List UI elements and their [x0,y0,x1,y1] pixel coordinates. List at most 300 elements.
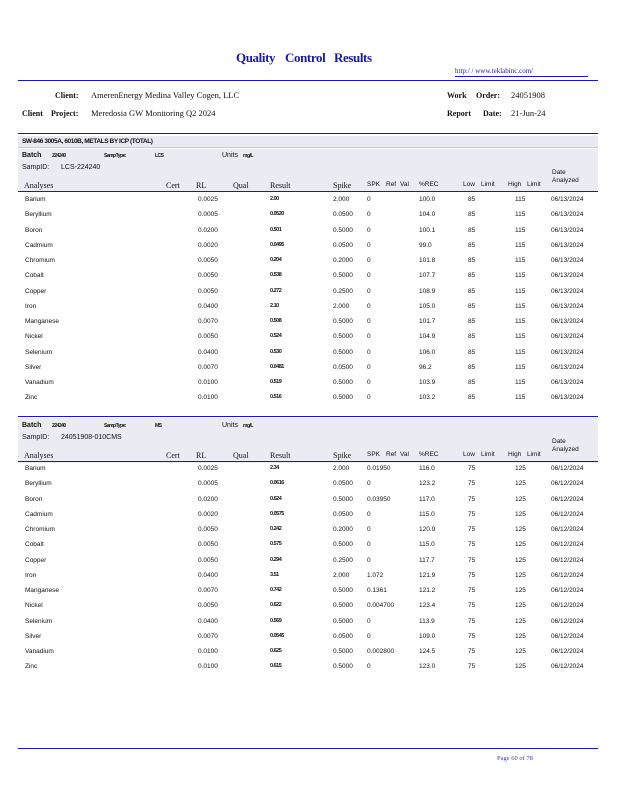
cell-name: Vanadium [25,379,54,386]
cell-rl: 0.0050 [198,541,218,549]
cell-spike: 0.2500 [333,556,353,564]
col-high-limit: Limit [527,181,541,188]
title-word-control: Control [285,50,326,65]
cell-high: 115 [515,196,526,203]
title-word-results: Results [334,50,372,65]
cell-result: 0.0616 [270,480,284,487]
cell-spk: 0 [367,196,371,203]
cell-spike: 2.000 [333,465,350,472]
cell-rec: 105.0 [419,302,436,310]
cell-high: 125 [515,510,526,518]
cell-rec: 121.2 [419,587,436,594]
cell-low: 75 [468,510,476,518]
cell-result: 0.0481 [270,363,284,370]
cell-result: 2.34 [270,465,279,471]
cell-high: 115 [515,363,526,371]
cell-high: 125 [515,541,526,549]
cell-rec: 99.0 [419,241,432,249]
cell-rec: 113.9 [419,617,435,625]
cell-high: 115 [515,241,526,249]
cell-spk: 0 [367,526,371,533]
cell-result: 0.625 [270,648,282,654]
header-rule-top [18,80,598,81]
cell-spike: 0.5000 [333,394,353,402]
report-label-date: Date: [483,109,502,118]
section-divider [18,416,598,417]
cell-date: 06/12/2024 [551,587,584,594]
cell-spk: 0 [367,333,371,341]
col-analyses: Analyses [24,181,54,190]
cell-name: Selenium [25,617,53,625]
cell-rec: 124.5 [419,648,436,655]
cell-rec: 104.0 [419,211,436,219]
cell-spk: 0 [367,318,371,325]
cell-rl: 0.0200 [198,226,218,234]
cell-high: 115 [515,333,526,341]
cell-spk: 0.03950 [367,495,391,503]
cell-spike: 0.5000 [333,648,353,655]
cell-rec: 108.9 [419,287,436,295]
title-word-quality: Quality [236,50,276,65]
cell-result: 2.10 [270,302,279,309]
cell-result: 0.530 [270,348,282,355]
col-low: Low [463,451,475,458]
client-label: Client: [55,91,79,100]
cell-name: Boron [25,226,43,234]
col-high: High [508,451,522,458]
cell-spk: 0 [367,287,371,295]
cell-date: 06/13/2024 [551,363,584,371]
cell-name: Copper [25,556,47,564]
cell-name: Nickel [25,333,43,341]
cell-spk: 0.01950 [367,465,391,472]
cell-spike: 0.5000 [333,495,353,503]
cell-name: Boron [25,495,43,503]
cell-low: 85 [468,211,476,219]
col-rl: RL [196,451,207,460]
cell-low: 85 [468,272,476,280]
cell-low: 85 [468,333,476,341]
cell-high: 125 [515,556,526,564]
cell-rec: 117.7 [419,556,435,564]
col-date-bottom: Analyzed [552,177,579,184]
cell-date: 06/13/2024 [551,379,584,386]
cell-rec: 117.0 [419,495,435,503]
units-value: mg/L [243,153,253,159]
cell-spk: 0 [367,257,371,264]
cell-low: 85 [468,363,476,371]
cell-high: 125 [515,632,526,640]
cell-spike: 0.0500 [333,632,353,640]
cell-spk: 0 [367,510,371,518]
cell-result: 0.0495 [270,241,284,248]
cell-rl: 0.0050 [198,272,218,280]
cell-high: 115 [515,257,526,264]
cell-result: 0.0520 [270,211,284,218]
cell-low: 75 [468,648,476,655]
cell-rl: 0.0070 [198,318,218,325]
cell-high: 115 [515,348,526,356]
cell-spike: 0.5000 [333,348,353,356]
sampid-value: LCS-224240 [61,164,101,171]
cell-date: 06/12/2024 [551,480,584,488]
sampid-value: 24051908-010CMS [61,434,122,441]
cell-rl: 0.0050 [198,556,218,564]
cell-low: 75 [468,632,476,640]
column-header-rule [18,191,598,192]
cell-spike: 0.5000 [333,333,353,341]
cell-result: 0.0575 [270,510,284,517]
cell-low: 75 [468,663,476,671]
cell-spike: 0.5000 [333,663,353,671]
cell-spk: 0 [367,541,371,549]
cell-low: 75 [468,480,476,488]
cell-high: 125 [515,495,526,503]
cell-result: 0.508 [270,318,282,324]
cell-spk: 0 [367,348,371,356]
cell-low: 75 [468,495,476,503]
cell-date: 06/12/2024 [551,663,584,671]
project-value: Meredosia GW Monitoring Q2 2024 [91,108,216,118]
cell-date: 06/13/2024 [551,318,584,325]
cell-name: Selenium [25,348,53,356]
cell-name: Beryllium [25,211,52,219]
cell-name: Nickel [25,602,43,610]
cell-rl: 0.0400 [198,302,218,310]
cell-spike: 2.000 [333,196,350,203]
cell-date: 06/13/2024 [551,241,584,249]
cell-spike: 0.5000 [333,226,353,234]
col-low-limit: Limit [481,181,495,188]
cell-high: 115 [515,272,526,280]
cell-result: 0.519 [270,379,282,385]
cell-name: Manganese [25,587,59,594]
cell-date: 06/13/2024 [551,196,584,203]
cell-rl: 0.0050 [198,287,218,295]
cell-spike: 0.2000 [333,257,353,264]
cell-rl: 0.0070 [198,363,218,371]
cell-rec: 101.7 [419,318,436,325]
cell-date: 06/12/2024 [551,526,584,533]
cell-spk: 0.1361 [367,587,387,594]
cell-low: 85 [468,379,476,386]
cell-name: Cadmium [25,510,53,518]
cell-rl: 0.0025 [198,196,218,203]
col-qual: Qual [233,181,249,190]
cell-date: 06/12/2024 [551,510,584,518]
cell-result: 0.242 [270,526,282,532]
cell-date: 06/12/2024 [551,465,584,472]
sampid-label: SampID: [22,164,50,171]
cell-result: 0.516 [270,394,282,401]
samptype-label: SampType: [104,423,127,429]
cell-rl: 0.0005 [198,480,218,488]
col-cert: Cert [166,451,180,460]
cell-spike: 0.0500 [333,211,353,219]
cell-rec: 115.0 [419,510,435,518]
cell-spk: 0 [367,379,371,386]
units-value: mg/L [243,423,253,429]
col-spk: SPK [367,451,381,458]
col-result: Result [270,181,291,190]
col-date-top: Date [552,169,566,176]
footer-rule [18,748,598,749]
cell-high: 125 [515,617,526,625]
cell-rl: 0.0050 [198,602,218,610]
cell-rec: 103.2 [419,394,436,402]
project-label-project: Project: [51,109,79,118]
cell-spike: 0.5000 [333,617,353,625]
client-value: AmerenEnergy Medina Valley Cogen, LLC [91,90,240,100]
cell-rec: 100.0 [419,196,436,203]
cell-rec: 116.0 [419,465,435,472]
col-analyses: Analyses [24,451,54,460]
cell-rec: 123.2 [419,480,436,488]
cell-name: Iron [25,571,37,579]
cell-name: Cobalt [25,541,44,549]
cell-date: 06/12/2024 [551,556,584,564]
cell-spike: 0.5000 [333,587,353,594]
batch-label: Batch [22,422,42,429]
cell-name: Barium [25,465,46,472]
cell-result: 0.538 [270,272,282,279]
cell-date: 06/13/2024 [551,211,584,219]
cell-spike: 0.5000 [333,602,353,610]
cell-result: 0.524 [270,333,282,340]
cell-spk: 0.004700 [367,602,395,610]
cell-rec: 120.9 [419,526,436,533]
cell-low: 85 [468,226,476,234]
cell-spk: 0 [367,226,371,234]
cell-high: 125 [515,571,526,579]
col-spk: SPK [367,181,381,188]
col-spike: Spike [333,451,352,460]
cell-rec: 106.0 [419,348,436,356]
batch-value: 224240 [52,423,66,429]
cell-spk: 0 [367,663,371,671]
cell-high: 115 [515,226,526,234]
cell-spk: 0 [367,302,371,310]
cell-low: 85 [468,348,476,356]
cell-rec: 96.2 [419,363,432,371]
page-number: Page 60 of 78 [497,755,533,762]
col-spike: Spike [333,181,352,190]
cell-rl: 0.0025 [198,465,218,472]
report-label-report: Report [447,109,471,118]
cell-rl: 0.0100 [198,394,218,402]
cell-spike: 0.0500 [333,241,353,249]
cell-spk: 0 [367,556,371,564]
col-high: High [508,181,522,188]
col-rec: %REC [419,451,439,458]
cell-spike: 2.000 [333,571,350,579]
cell-spk: 0.002800 [367,648,395,655]
cell-date: 06/13/2024 [551,272,584,280]
cell-low: 75 [468,571,476,579]
cell-date: 06/12/2024 [551,571,584,579]
cell-result: 0.624 [270,495,282,502]
units-label: Units [222,152,238,159]
cell-name: Zinc [25,663,38,671]
col-rec: %REC [419,181,439,188]
col-rl: RL [196,181,207,190]
header-rule-bottom [18,133,598,134]
cell-high: 115 [515,379,526,386]
cell-spike: 0.5000 [333,541,353,549]
cell-name: Silver [25,363,42,371]
cell-low: 75 [468,602,476,610]
cell-high: 115 [515,211,526,219]
col-ref: Ref [386,181,397,188]
cell-spike: 0.0500 [333,363,353,371]
cell-rl: 0.0070 [198,587,218,594]
cell-low: 85 [468,394,476,402]
cell-high: 115 [515,287,526,295]
cell-rec: 123.4 [419,602,436,610]
cell-rec: 123.0 [419,663,436,671]
cell-rl: 0.0400 [198,617,218,625]
cell-date: 06/13/2024 [551,302,584,310]
col-low-limit: Limit [481,451,495,458]
col-qual: Qual [233,451,249,460]
col-date-bottom: Analyzed [552,446,579,453]
cell-rec: 104.9 [419,333,436,341]
cell-spike: 0.5000 [333,318,353,325]
cell-spk: 0 [367,211,371,219]
project-label-client: Client [22,109,43,118]
batch-label: Batch [22,152,42,159]
col-low: Low [463,181,475,188]
report-date-value: 21-Jun-24 [511,108,546,118]
cell-spike: 0.5000 [333,379,353,386]
url-underline [455,76,588,77]
cell-high: 115 [515,394,526,402]
cell-low: 85 [468,287,476,295]
website-link[interactable]: http:/ / www.teklabinc.com/ [455,67,534,75]
col-val: Val [400,451,409,458]
cell-low: 75 [468,526,476,533]
col-cert: Cert [166,181,180,190]
cell-high: 125 [515,465,526,472]
cell-result: 0.742 [270,587,282,593]
cell-spike: 0.5000 [333,272,353,280]
samptype-value: LCS [155,153,164,159]
col-ref: Ref [386,451,397,458]
samptype-value: MS [155,423,162,429]
cell-low: 75 [468,617,476,625]
cell-name: Chromium [25,257,55,264]
work-label-order: Order: [476,91,500,100]
cell-rec: 109.0 [419,632,436,640]
cell-rec: 103.9 [419,379,436,386]
cell-result: 0.204 [270,257,282,263]
cell-name: Silver [25,632,42,640]
cell-date: 06/13/2024 [551,333,584,341]
cell-spk: 0 [367,394,371,402]
cell-spike: 0.2500 [333,287,353,295]
cell-name: Manganese [25,318,59,325]
cell-result: 0.272 [270,287,282,294]
column-header-rule [18,461,598,462]
cell-result: 0.575 [270,541,282,548]
cell-high: 125 [515,526,526,533]
col-high-limit: Limit [527,451,541,458]
cell-date: 06/12/2024 [551,632,584,640]
cell-rl: 0.0005 [198,211,218,219]
cell-result: 0.501 [270,226,282,233]
cell-date: 06/13/2024 [551,226,584,234]
cell-result: 0.622 [270,602,282,609]
cell-rl: 0.0200 [198,495,218,503]
cell-low: 75 [468,465,476,472]
cell-name: Vanadium [25,648,54,655]
cell-result: 3.51 [270,571,279,578]
cell-name: Iron [25,302,37,310]
cell-date: 06/12/2024 [551,648,584,655]
method-title: SW-846 3005A, 6010B, METALS BY ICP (TOTAL) [22,138,153,145]
cell-rl: 0.0100 [198,663,218,671]
cell-high: 125 [515,648,526,655]
cell-name: Zinc [25,394,38,402]
cell-spk: 0 [367,363,371,371]
cell-result: 0.569 [270,617,282,624]
cell-spk: 0 [367,617,371,625]
cell-spike: 2.000 [333,302,350,310]
cell-date: 06/12/2024 [551,602,584,610]
sampid-label: SampID: [22,434,50,441]
cell-rl: 0.0050 [198,526,218,533]
cell-date: 06/12/2024 [551,495,584,503]
cell-rec: 101.8 [419,257,436,264]
cell-high: 125 [515,602,526,610]
cell-name: Cobalt [25,272,44,280]
cell-date: 06/12/2024 [551,541,584,549]
cell-result: 0.294 [270,556,282,563]
cell-high: 125 [515,663,526,671]
cell-low: 75 [468,541,476,549]
col-val: Val [400,181,409,188]
cell-rec: 121.9 [419,571,436,579]
cell-rl: 0.0020 [198,241,218,249]
cell-low: 85 [468,302,476,310]
cell-spike: 0.0500 [333,510,353,518]
cell-low: 75 [468,556,476,564]
cell-name: Cadmium [25,241,53,249]
cell-rl: 0.0050 [198,333,218,341]
batch-value: 224240 [52,153,66,159]
cell-spk: 1.072 [367,571,384,579]
cell-low: 85 [468,241,476,249]
units-label: Units [222,422,238,429]
cell-high: 125 [515,587,526,594]
cell-name: Beryllium [25,480,52,488]
cell-date: 06/13/2024 [551,348,584,356]
cell-rl: 0.0050 [198,257,218,264]
col-date-top: Date [552,438,566,445]
cell-high: 115 [515,318,526,325]
cell-date: 06/13/2024 [551,257,584,264]
cell-spk: 0 [367,272,371,280]
col-result: Result [270,451,291,460]
cell-name: Barium [25,196,46,203]
cell-rec: 115.0 [419,541,435,549]
cell-date: 06/13/2024 [551,287,584,295]
work-order-value: 24051908 [511,90,545,100]
cell-spk: 0 [367,632,371,640]
cell-spike: 0.0500 [333,480,353,488]
cell-low: 85 [468,257,476,264]
cell-result: 2.00 [270,196,279,202]
